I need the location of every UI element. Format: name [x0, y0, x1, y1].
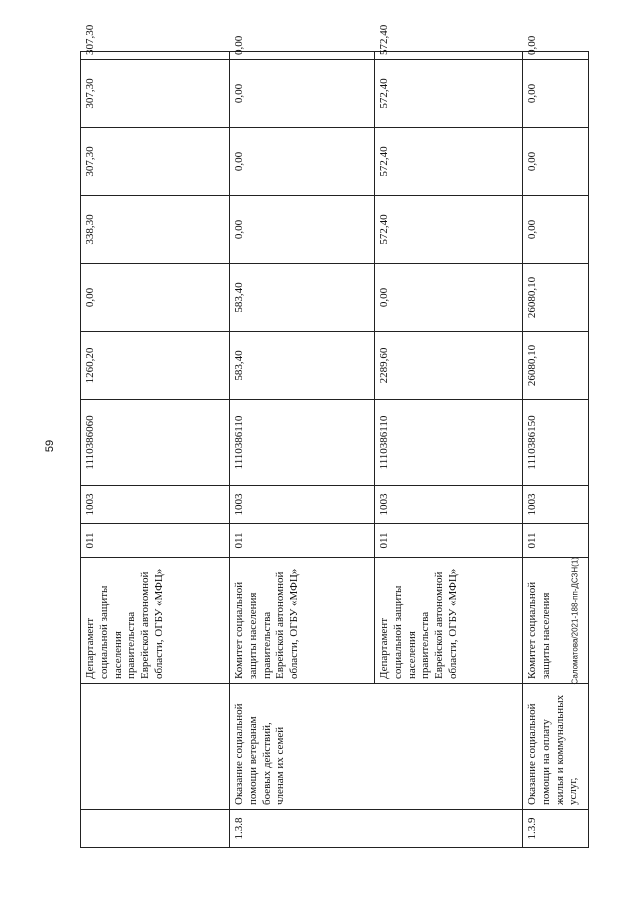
- cell-year-5: 0,00: [523, 52, 589, 60]
- cell-year-5: 0,00: [230, 52, 375, 60]
- cell-grbs: 011: [230, 524, 375, 558]
- page-number: 59: [44, 439, 56, 453]
- cell-year-2: 0,00: [523, 196, 589, 264]
- rotated-table-area: [80, 24, 588, 848]
- cell-rz: 1003: [230, 486, 375, 524]
- cell-name: Оказание социальной помощи на оплату жилья и коммунальных услуг,: [523, 684, 589, 810]
- cell-total: 2289,60: [375, 332, 523, 400]
- cell-csr: 1110386110: [230, 400, 375, 486]
- cell-year-2: 0,00: [230, 196, 375, 264]
- cell-year-4: 0,00: [230, 60, 375, 128]
- cell-executor: Департамент социальной защиты населения правительства Еврейской автономной области, ОГБУ «МФЦ»: [375, 558, 523, 684]
- cell-year-5: 307,30: [81, 52, 230, 60]
- table-row: [230, 52, 375, 848]
- cell-no: 1.3.9: [523, 810, 589, 848]
- cell-year-3: 0,00: [230, 128, 375, 196]
- cell-total: 583,40: [230, 332, 375, 400]
- cell-csr: 1110386060: [81, 400, 230, 486]
- cell-grbs: 011: [523, 524, 589, 558]
- cell-year-1: 583,40: [230, 264, 375, 332]
- cell-year-2: 572,40: [375, 196, 523, 264]
- cell-year-3: 307,30: [81, 128, 230, 196]
- cell-year-2: 338,30: [81, 196, 230, 264]
- cell-year-3: 0,00: [523, 128, 589, 196]
- cell-year-4: 572,40: [375, 60, 523, 128]
- cell-name: [81, 684, 230, 810]
- cell-year-1: 26080,10: [523, 264, 589, 332]
- cell-no: [81, 810, 230, 848]
- footer-code: Саломатова/2021-188-пп-ДСЗН(1): [570, 557, 580, 685]
- table-row: [81, 52, 230, 848]
- cell-executor: Комитет социальной защиты населения правительства Еврейской автономной области, ОГБУ «МФЦ»: [230, 558, 375, 684]
- cell-rz: 1003: [81, 486, 230, 524]
- cell-grbs: 011: [375, 524, 523, 558]
- cell-csr: 1110386150: [523, 400, 589, 486]
- cell-year-4: 0,00: [523, 60, 589, 128]
- cell-executor: Комитет социальной защиты населения: [523, 558, 589, 684]
- cell-executor: Департамент социальной защиты населения правительства Еврейской автономной области, ОГБУ «МФЦ»: [81, 558, 230, 684]
- cell-year-4: 307,30: [81, 60, 230, 128]
- cell-csr: 1110386110: [375, 400, 523, 486]
- cell-total: 1260,20: [81, 332, 230, 400]
- cell-year-1: 0,00: [81, 264, 230, 332]
- cell-year-3: 572,40: [375, 128, 523, 196]
- cell-total: 26080,10: [523, 332, 589, 400]
- cell-name: Оказание социальной помощи ветеранам боевых действий, членам их семей: [230, 684, 523, 810]
- budget-table: [80, 24, 589, 848]
- cell-year-1: 0,00: [375, 264, 523, 332]
- cell-grbs: 011: [81, 524, 230, 558]
- cell-rz: 1003: [375, 486, 523, 524]
- cell-no: 1.3.8: [230, 810, 523, 848]
- table-rotation-container: [80, 24, 588, 848]
- cell-year-5: 572,40: [375, 52, 523, 60]
- table-row: [523, 52, 589, 848]
- cell-rz: 1003: [523, 486, 589, 524]
